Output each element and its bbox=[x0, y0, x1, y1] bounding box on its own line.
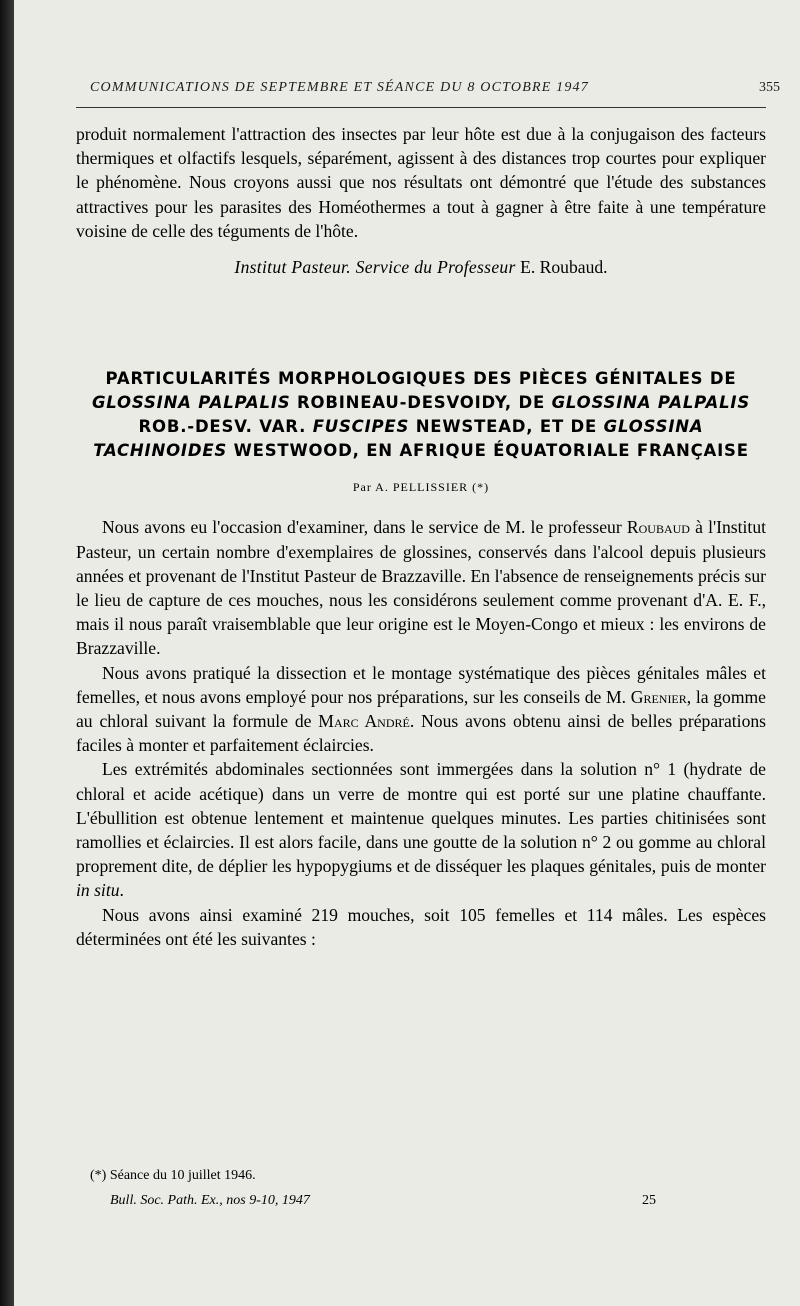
paragraph-3 bbox=[76, 757, 766, 902]
footnotes bbox=[76, 1163, 766, 1213]
title-part-4: NEWSTEAD, ET DE bbox=[415, 417, 598, 437]
header-rule bbox=[76, 107, 766, 108]
footnote-seance: (*) Séance du 10 juillet 1946. bbox=[90, 1168, 256, 1183]
paragraph-1 bbox=[76, 515, 766, 660]
running-head bbox=[90, 80, 780, 96]
journal-reference: Bull. Soc. Path. Ex., nos 9-10, 1947 bbox=[110, 1193, 310, 1208]
title-part-5: WESTWOOD, EN AFRIQUE ÉQUATORIALE FRANÇAISE bbox=[233, 441, 749, 461]
person-name-roubaud: Roubaud bbox=[626, 517, 690, 538]
person-name-grenier: Grenier bbox=[630, 686, 687, 707]
title-part-1: PARTICULARITÉS MORPHOLOGIQUES DES PIÈCES GÉNITALES DE bbox=[105, 369, 737, 389]
article-author: Par A. PELLISSIER (*) bbox=[352, 480, 490, 495]
paragraph-2 bbox=[76, 661, 766, 758]
title-genus-1: GLOSSINA PALPALIS bbox=[91, 393, 291, 413]
running-title: COMMUNICATIONS DE SEPTEMBRE ET SÉANCE DU 8 OCTOBRE 1947 bbox=[90, 80, 589, 95]
paragraph-3-text-b: . bbox=[119, 880, 124, 901]
paragraph-2-text-b: , la gomme au chloral suivant la formule de bbox=[76, 686, 766, 732]
signature-name: E. Roubaud. bbox=[520, 257, 608, 278]
paragraph-1-text-a: Nous avons eu l'occasion d'examiner, dans le service de M. le professeur bbox=[102, 517, 622, 538]
continuation-paragraph: produit normalement l'attraction des insectes par leur hôte est due à la conjugaison des facteurs thermiques et olfactifs lesquels, séparément, agissent à des distances trop courtes pour expliquer le phénomène. Nous croyons aussi que nos résultats ont démontré que l'étude des substances attractives pour les parasites des Homéothermes a tout à gagner à être faite à une température voisine de celle des téguments de l'hôte. bbox=[76, 124, 766, 241]
book-spine-shadow bbox=[0, 0, 14, 1306]
title-genus-2: GLOSSINA PALPALIS bbox=[551, 393, 751, 413]
paragraph-4: Nous avons ainsi examiné 219 mouches, soit 105 femelles et 114 mâles. Les espèces déterminées ont été les suivantes : bbox=[76, 904, 766, 949]
signature-affiliation: Institut Pasteur. Service du Professeur bbox=[234, 257, 516, 278]
footnote-journal bbox=[76, 1188, 766, 1213]
paragraph-2-text-c: . Nous avons obtenu ainsi de belles préparations faciles à monter et parfaitement éclaircies. bbox=[76, 711, 767, 756]
paragraph-2-text-a: Nous avons pratiqué la dissection et le montage systématique des pièces génitales mâles et femelles, et nous avons employé pour nos préparations, sur les conseils de M. bbox=[76, 662, 766, 707]
person-name-marc-andre: Marc André bbox=[318, 711, 410, 732]
article-title bbox=[76, 367, 766, 463]
signature bbox=[76, 255, 766, 279]
title-genus-3: GLOSSINA TACHINOIDES bbox=[93, 417, 704, 461]
page-number: 355 bbox=[759, 80, 780, 95]
title-part-2: ROBINEAU-DESVOIDY, DE bbox=[296, 393, 546, 413]
page-body bbox=[76, 122, 766, 951]
paragraph-3-italic: in situ bbox=[76, 880, 120, 901]
paragraph-1-text-b: à l'Institut Pasteur, un certain nombre d'exemplaires de glossines, conservés dans l'alcool depuis plusieurs années et provenant de l'Institut Pasteur de Brazzaville. En l'absence de renseignements précis sur le lieu de capture de ces mouches, nous les considérons seulement comme provenant d'A. E. F., mais il nous paraît vraisemblable que leur origine est le Moyen-Congo et mieux : les environs de Brazzaville. bbox=[76, 517, 767, 659]
title-part-3: ROB.-DESV. VAR. bbox=[138, 417, 307, 437]
signature-mark: 25 bbox=[642, 1193, 656, 1208]
paragraph-3-text-a: Les extrémités abdominales sectionnées sont immergées dans la solution n° 1 (hydrate de chloral et acide acétique) dans un verre de montre qui est porté sur une platine chauffante. L'ébullition est obtenue lentement et maintenue quelques minutes. Les parties chitinisées sont ramollies et éclaircies. Il est alors facile, dans une goutte de la solution n° 2 ou gomme au chloral proprement dite, de déplier les hypopygiums et de disséquer les plaques génitales, puis de monter bbox=[76, 759, 766, 877]
title-variety: FUSCIPES bbox=[312, 417, 410, 437]
